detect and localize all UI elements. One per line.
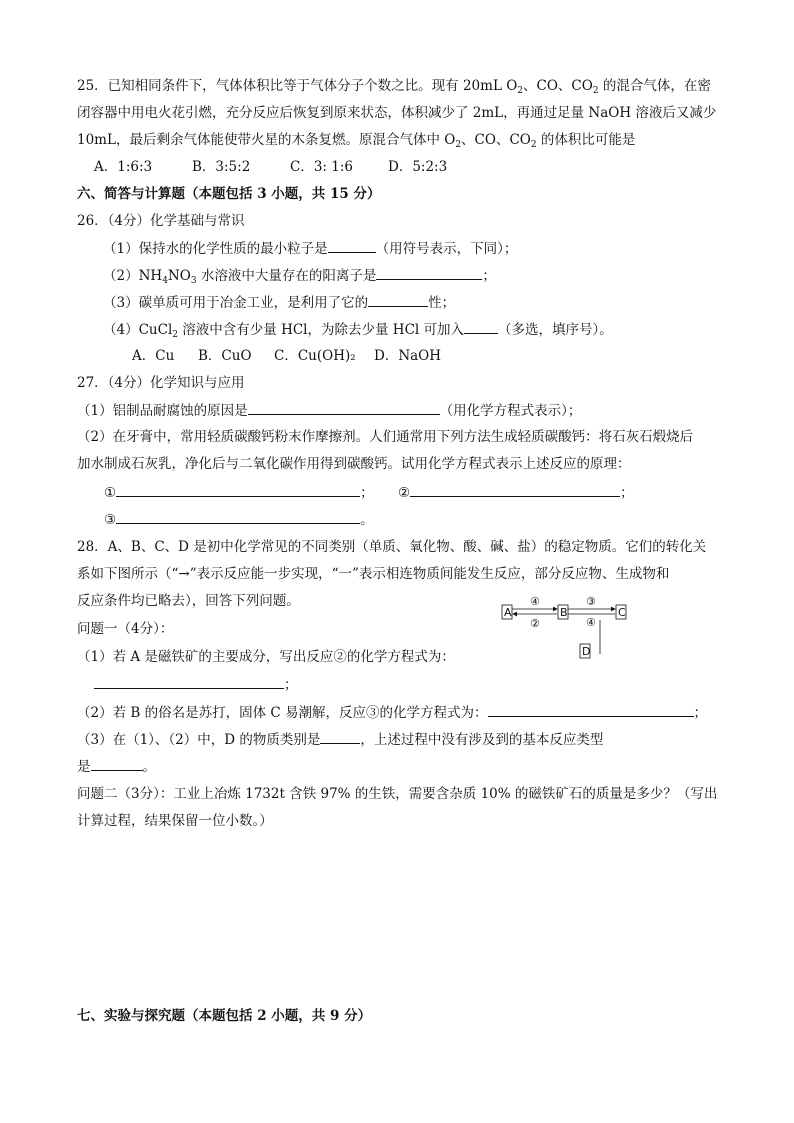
q25-options — [94, 157, 447, 177]
q27-item2-line2: 加水制成石灰乳，净化后与二氧化碳作用得到碳酸钙。试用化学方程式表示上述反应的原理： — [77, 456, 631, 472]
subscript: 2 — [592, 86, 599, 96]
q25-line3 — [77, 130, 635, 150]
node-b: B — [560, 606, 568, 619]
q25-line2: 闭容器中用电火花引燃，充分反应后恢复到原来状态，体积减少了 2mL，再通过足量 NaOH 溶液后又减少 — [77, 105, 717, 121]
text: （用化学方程式表示）； — [439, 403, 582, 419]
text: （2）若 B 的俗名是苏打，固体 C 易潮解，反应③的化学方程式为： — [77, 705, 488, 721]
subscript: 2 — [455, 140, 462, 150]
label-r3: ③ — [586, 595, 596, 608]
text: （用符号表示，下同）； — [375, 241, 518, 257]
q28-p3-cont — [77, 756, 156, 777]
q28-part2-line2: 计算过程，结果保留一位小数。） — [77, 813, 273, 829]
text: 的体积比可能是 — [536, 132, 636, 148]
subscript: 2 — [530, 140, 537, 150]
answer-blank[interactable] — [320, 729, 360, 744]
answer-blank[interactable] — [91, 756, 143, 771]
q28-p2 — [77, 702, 707, 723]
text: 。 — [360, 512, 374, 528]
text: 是 — [77, 759, 91, 775]
text: 溶液中含有少量 HCl，为除去少量 HCl 可加入 — [178, 322, 465, 338]
q27-title: 27．（4分）化学知识与应用 — [77, 375, 245, 391]
q28-line3: 反应条件均已略去），回答下列问题。 — [77, 593, 300, 609]
text: ； — [482, 268, 496, 284]
q26-item4 — [103, 319, 613, 340]
node-c: C — [618, 606, 626, 619]
subscript: 2 — [172, 330, 178, 340]
text: 、CO、CO — [523, 78, 593, 94]
q26-item1 — [103, 238, 517, 259]
option-b: B．CuO — [198, 348, 252, 364]
q28-part1-title: 问题一（4分）： — [77, 621, 174, 637]
text: （2）NH — [103, 268, 163, 284]
option-a: A．Cu — [132, 348, 175, 364]
subscript: 4 — [162, 276, 168, 286]
text: 。 — [142, 759, 156, 775]
option-b: B．3:5:2 — [192, 159, 251, 175]
text: （多选，填序号）。 — [498, 322, 613, 338]
label-r4-bottom: ④ — [586, 616, 596, 629]
circle-number: ③ — [104, 512, 117, 528]
label-r2: ② — [530, 617, 540, 630]
text: 的混合气体，在密 — [598, 78, 711, 94]
q27-equation-row2 — [104, 509, 374, 530]
answer-blank[interactable] — [94, 674, 284, 689]
text: ，上述过程中没有涉及到的基本反应类型 — [360, 732, 604, 748]
text: ； — [284, 677, 298, 693]
circle-number: ① — [104, 485, 117, 501]
text: （1）保持水的化学性质的最小粒子是 — [103, 241, 328, 257]
answer-blank[interactable] — [488, 702, 694, 717]
q27-item2-line1: （2）在牙膏中，常用轻质碳酸钙粉末作摩擦剂。人们通常用下列方法生成轻质碳酸钙：将石灰石煅烧后 — [77, 429, 694, 445]
section-6-title: 六、简答与计算题（本题包括 3 小题，共 15 分） — [77, 186, 381, 202]
answer-blank[interactable] — [368, 292, 428, 307]
text: （1）铝制品耐腐蚀的原因是 — [77, 403, 248, 419]
subscript: 2 — [517, 86, 524, 96]
node-d: D — [582, 645, 591, 658]
text: （3）在（1）、（2）中，D 的物质类别是 — [77, 732, 321, 748]
q28-p1-answer — [94, 674, 298, 695]
q28-line1: 28．A、B、C、D 是初中化学常见的不同类别（单质、氧化物、酸、碱、盐）的稳定物质。它们的转化关 — [77, 539, 707, 555]
section-7-title: 七、实验与探究题（本题包括 2 小题，共 9 分） — [77, 1008, 372, 1024]
q28-part2-line1: 问题二（3分）：工业上冶炼 1732t 含铁 97% 的生铁，需要含杂质 10% 的磁铁矿石的质量是多少？（写出 — [77, 786, 718, 802]
q25-line1 — [77, 76, 711, 96]
node-a: A — [504, 606, 512, 619]
text: 10mL，最后剩余气体能使带火星的木条复燃。原混合气体中 O — [77, 132, 456, 148]
answer-blank[interactable] — [328, 238, 376, 253]
option-a: A．1:6:3 — [94, 159, 153, 175]
q26-item3 — [103, 292, 455, 313]
text: 水溶液中大量存在的阳离子是 — [196, 268, 377, 284]
equation-blank-3[interactable] — [116, 509, 360, 524]
option-d: D．5:2:3 — [388, 159, 448, 175]
q28-p1: （1）若 A 是磁铁矿的主要成分，写出反应②的化学方程式为： — [77, 649, 455, 665]
subscript: 3 — [190, 276, 197, 286]
equation-blank-2[interactable] — [410, 482, 620, 497]
option-c: C．Cu(OH)₂ — [274, 348, 356, 364]
answer-blank[interactable] — [376, 265, 482, 280]
text: ； — [360, 485, 374, 501]
q27-equation-row1b — [398, 482, 634, 503]
text: 、CO、CO — [461, 132, 531, 148]
q26-item2 — [103, 265, 496, 286]
q27-item1 — [77, 400, 581, 421]
q26-options — [132, 346, 441, 366]
option-c: C．3: 1:6 — [290, 159, 353, 175]
q28-line2: 系如下图所示（“→”表示反应能一步实现，“一”表示相连物质间能发生反应，部分反应物、生成物和 — [77, 566, 670, 582]
circle-number: ② — [398, 485, 411, 501]
label-r4-top: ④ — [530, 595, 540, 608]
answer-blank[interactable] — [464, 319, 498, 334]
q27-equation-row1 — [104, 482, 374, 503]
text: ； — [620, 485, 634, 501]
equation-blank-1[interactable] — [116, 482, 360, 497]
text: ； — [693, 705, 708, 721]
text: 性； — [428, 295, 456, 311]
q28-p3 — [77, 729, 603, 750]
answer-blank[interactable] — [248, 400, 440, 415]
text: 25．已知相同条件下，气体体积比等于气体分子个数之比。现有 20mL O — [77, 78, 518, 94]
option-d: D．NaOH — [374, 348, 442, 364]
q26-title: 26．（4分）化学基础与常识 — [77, 213, 245, 229]
reaction-diagram — [500, 592, 632, 662]
text: （4）CuCl — [103, 322, 173, 338]
text: （3）碳单质可用于冶金工业，是利用了它的 — [103, 295, 369, 311]
text: NO — [167, 268, 191, 284]
